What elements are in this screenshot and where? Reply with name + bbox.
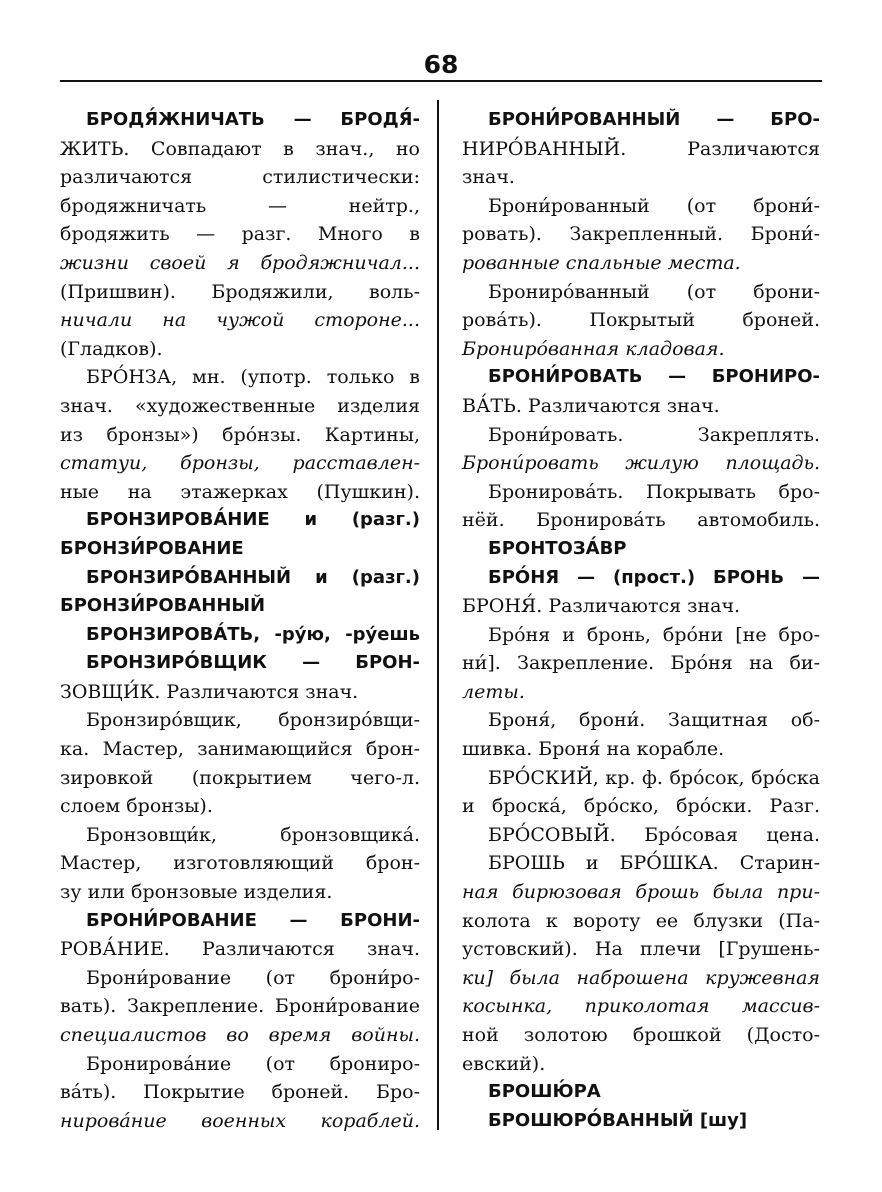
right-column xyxy=(462,106,820,1135)
text-line: БРОНЗИРО́ВЩИК — БРОН- xyxy=(86,652,420,674)
text-line: из бронзы») бро́нзы. Картины, xyxy=(60,423,420,446)
text-line: ЖИТЬ. Совпадают в знач., но xyxy=(60,137,420,160)
text-line: БРОНТОЗА́ВР xyxy=(488,537,627,559)
text-line: БРОНЗИ́РОВАННЫЙ xyxy=(60,595,266,617)
text-line: БРОШЮРО́ВАННЫЙ [шу] xyxy=(488,1109,748,1131)
text-line: ки] была наброшена кружевная xyxy=(462,966,820,989)
text-line: Бронирова́ть. Покрывать бро- xyxy=(488,480,820,503)
page-number: 68 xyxy=(423,50,459,79)
text-line: Мастер, изготовляющий брон- xyxy=(60,852,420,875)
text-line: НИРО́ВАННЫЙ. Различаются xyxy=(462,137,820,160)
text-line: Броня́, брони́. Защитная об- xyxy=(488,709,820,732)
text-line: бродяжничать — нейтр., xyxy=(60,194,420,217)
text-line: БРОНЗИ́РОВАНИЕ xyxy=(60,537,244,559)
text-line: БРОНЗИРОВА́ТЬ, -ру́ю, -ру́ешь xyxy=(86,623,420,645)
text-line: БРОДЯ́ЖНИЧАТЬ — БРОДЯ́- xyxy=(86,109,420,130)
text-line: бродяжить — разг. Много в xyxy=(60,223,420,246)
text-line: Брони́ровать жилую площадь. xyxy=(462,452,820,475)
text-line: (Гладков). xyxy=(60,337,163,360)
text-line: Брони́ровать. Закреплять. xyxy=(488,423,820,446)
text-line: колота к вороту ее блузки (Па- xyxy=(462,909,820,932)
text-line: ничали на чужой стороне... xyxy=(60,309,420,332)
text-line: вать). Закрепление. Брони́рование xyxy=(60,995,420,1018)
text-line: БРО́НЯ — (прост.) БРОНЬ — xyxy=(488,566,820,588)
text-line: БРОНЯ́. Различаются знач. xyxy=(462,595,741,618)
text-line: БРОНИ́РОВАТЬ — БРОНИРО- xyxy=(488,366,820,388)
text-line: специалистов во время войны. xyxy=(60,1024,420,1046)
text-line: Брони́рование (от брони́ро- xyxy=(86,966,420,989)
text-line: слоем бронзы). xyxy=(60,795,213,818)
column-divider xyxy=(437,100,439,1130)
text-line: знач. «художественные изделия xyxy=(60,394,420,417)
text-line: Брониро́ванный (от брони- xyxy=(488,280,820,303)
text-line: ВА́ТЬ. Различаются знач. xyxy=(462,394,720,417)
text-line: различаются стилистически: xyxy=(60,166,420,189)
text-line: БРО́НЗА, мн. (употр. только в xyxy=(86,366,420,389)
text-line: косынка, приколотая массив- xyxy=(462,995,820,1018)
text-line: ровать). Закрепленный. Брони́- xyxy=(462,223,820,246)
text-line: зировкой (покрытием чего-л. xyxy=(60,766,420,789)
text-line: БРОНИ́РОВАНИЕ — БРОНИ- xyxy=(86,909,420,931)
text-line: БРОНЗИРО́ВАННЫЙ и (разг.) xyxy=(86,566,420,588)
text-line: БРО́СКИЙ, кр. ф. бро́сок, бро́ска xyxy=(488,766,820,789)
text-line: БРОНЗИРОВА́НИЕ и (разг.) xyxy=(86,509,420,531)
text-line: ка. Мастер, занимающийся брон- xyxy=(60,738,420,761)
text-line: Бронирова́ние (от брониро- xyxy=(86,1052,420,1075)
text-line: БРО́СОВЫЙ. Бро́совая цена. xyxy=(488,823,820,846)
text-line: ная бирюзовая брошь была при- xyxy=(462,881,820,904)
text-line: (Пришвин). Бродяжили, воль- xyxy=(60,280,420,303)
text-line: Бронзовщи́к, бронзовщика́. xyxy=(86,823,420,846)
text-line: и броска́, бро́ско, бро́ски. Разг. xyxy=(462,795,820,818)
text-line: ные на этажерках (Пушкин). xyxy=(60,480,420,503)
text-line: РОВА́НИЕ. Различаются знач. xyxy=(60,938,420,961)
text-line: жизни своей я бродяжничал... xyxy=(60,251,420,274)
text-line: Бро́ня и бронь, бро́ни [не бро- xyxy=(488,623,820,646)
text-line: БРОШЮ́РА xyxy=(488,1081,601,1103)
text-line: статуи, бронзы, расставлен- xyxy=(60,452,420,475)
text-line: знач. xyxy=(462,166,515,189)
header-rule xyxy=(60,80,822,82)
text-line: Брониро́ванная кладовая. xyxy=(462,337,725,360)
text-line: нёй. Бронирова́ть автомобиль. xyxy=(462,509,820,532)
text-line: Бронзиро́вщик, бронзиро́вщи- xyxy=(86,709,420,732)
text-line: Брони́рованный (от брони́- xyxy=(488,194,820,217)
text-line: ЗОВЩИ́К. Различаются знач. xyxy=(60,680,359,703)
text-line: БРОНИ́РОВАННЫЙ — БРО- xyxy=(488,109,820,130)
text-line: рованные спальные места. xyxy=(462,251,741,274)
text-line: евский). xyxy=(462,1052,546,1075)
text-line: зу или бронзовые изделия. xyxy=(60,881,333,904)
text-line: шивка. Броня́ на корабле. xyxy=(462,738,725,761)
text-line: БРОШЬ и БРО́ШКА. Старин- xyxy=(488,852,820,875)
text-line: рова́ть). Покрытый броней. xyxy=(462,309,820,332)
left-column xyxy=(60,106,420,1135)
text-line: леты. xyxy=(462,680,525,703)
text-line: ва́ть). Покрытие броней. Бро- xyxy=(60,1081,420,1104)
text-line: ни́]. Закрепление. Бро́ня на би- xyxy=(462,652,820,675)
text-line: устовский). На плечи [Грушень- xyxy=(462,938,820,961)
text-line: нирова́ние военных кораблей. xyxy=(60,1109,420,1132)
text-line: ной золотою брошкой (Досто- xyxy=(462,1024,820,1046)
